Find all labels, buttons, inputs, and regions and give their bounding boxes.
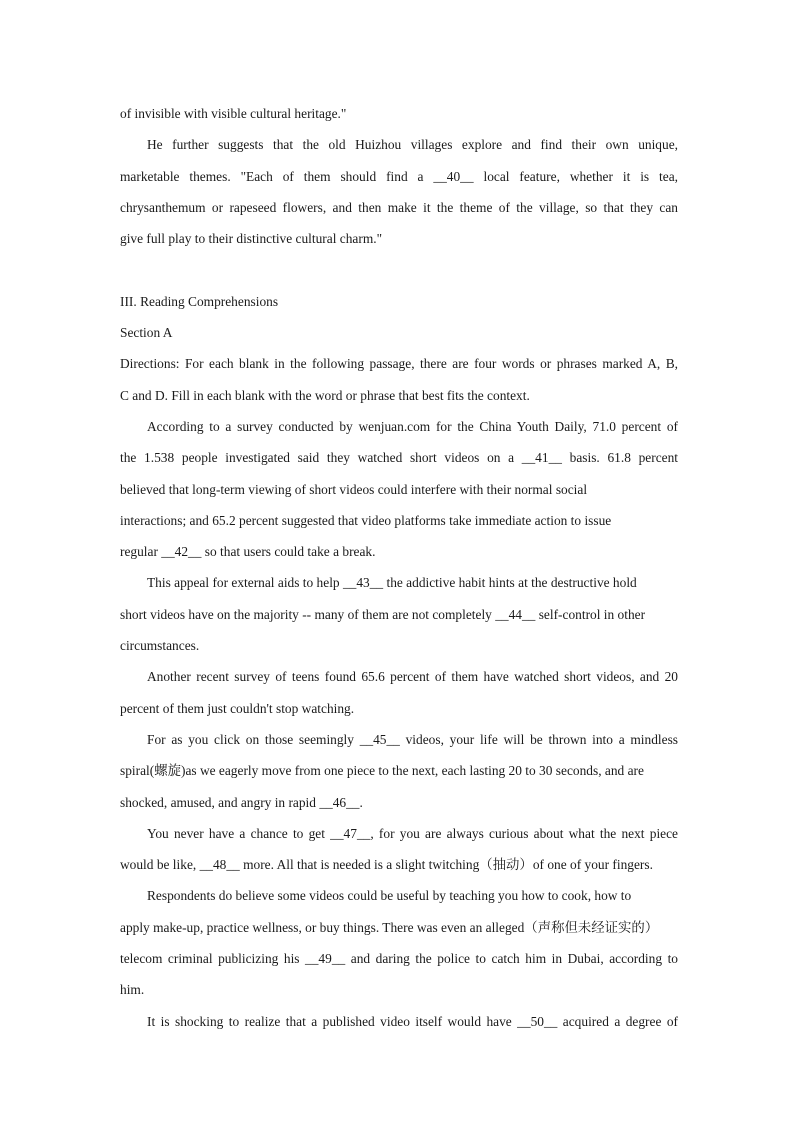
section-heading: III. Reading Comprehensions — [120, 293, 279, 309]
passage-line: According to a survey conducted by wenjuan.com for the China Youth Daily, 71.0 percent of — [147, 418, 678, 434]
passage-line: spiral(螺旋)as we eagerly move from one piece to the next, each lasting 20 to 30 seconds, and are — [120, 763, 644, 779]
section-subheading: Section A — [120, 325, 173, 341]
passage-line: Respondents do believe some videos could be useful by teaching you how to cook, how to — [147, 888, 632, 904]
passage-line: apply make-up, practice wellness, or buy things. There was even an alleged（声称但未经证实的） — [120, 919, 659, 935]
document-page — [120, 98, 678, 1037]
paragraph-line: give full play to their distinctive cultural charm." — [120, 231, 383, 247]
passage-line: short videos have on the majority -- many of them are not completely __44__ self-control in other — [120, 606, 646, 622]
passage-line: believed that long-term viewing of short videos could interfere with their normal social — [120, 481, 588, 497]
passage-line: It is shocking to realize that a published video itself would have __50__ acquired a degree of — [147, 1013, 678, 1029]
directions-line: C and D. Fill in each blank with the word or phrase that best fits the context. — [120, 387, 530, 403]
passage-line: the 1.538 people investigated said they watched short videos on a __41__ basis. 61.8 percent — [120, 450, 678, 466]
blank-gap — [120, 254, 678, 285]
passage-line: him. — [120, 982, 145, 998]
passage-line: For as you click on those seemingly __45__ videos, your life will be thrown into a mindless — [147, 731, 678, 747]
paragraph-line: chrysanthemum or rapeseed flowers, and then make it the theme of the village, so that they can — [120, 199, 678, 215]
passage-line: Another recent survey of teens found 65.6 percent of them have watched short videos, and 20 — [147, 669, 678, 685]
passage-line: interactions; and 65.2 percent suggested that video platforms take immediate action to issue — [120, 512, 612, 528]
passage-line: would be like, __48__ more. All that is needed is a slight twitching（抽动）of one of your fingers. — [120, 857, 653, 873]
passage-line: This appeal for external aids to help __43__ the addictive habit hints at the destructive hold — [147, 575, 637, 591]
reading-passage — [120, 411, 678, 1037]
passage-line: telecom criminal publicizing his __49__ and daring the police to catch him in Dubai, according to — [120, 951, 678, 967]
suggestion-paragraph — [120, 129, 678, 254]
directions — [120, 348, 678, 411]
directions-line: Directions: For each blank in the following passage, there are four words or phrases marked A, B, — [120, 356, 678, 372]
paragraph-line: marketable themes. "Each of them should find a __40__ local feature, whether it is tea, — [120, 168, 678, 184]
passage-line: percent of them just couldn't stop watching. — [120, 700, 355, 716]
passage-line: regular __42__ so that users could take a break. — [120, 544, 376, 560]
paragraph-line: He further suggests that the old Huizhou villages explore and find their own unique, — [147, 137, 678, 153]
intro-tail-line: of invisible with visible cultural heritage." — [120, 106, 347, 121]
passage-line: shocked, amused, and angry in rapid __46__. — [120, 794, 363, 810]
passage-line: You never have a chance to get __47__, for you are always curious about what the next piece — [147, 825, 678, 841]
passage-line: circumstances. — [120, 638, 200, 654]
